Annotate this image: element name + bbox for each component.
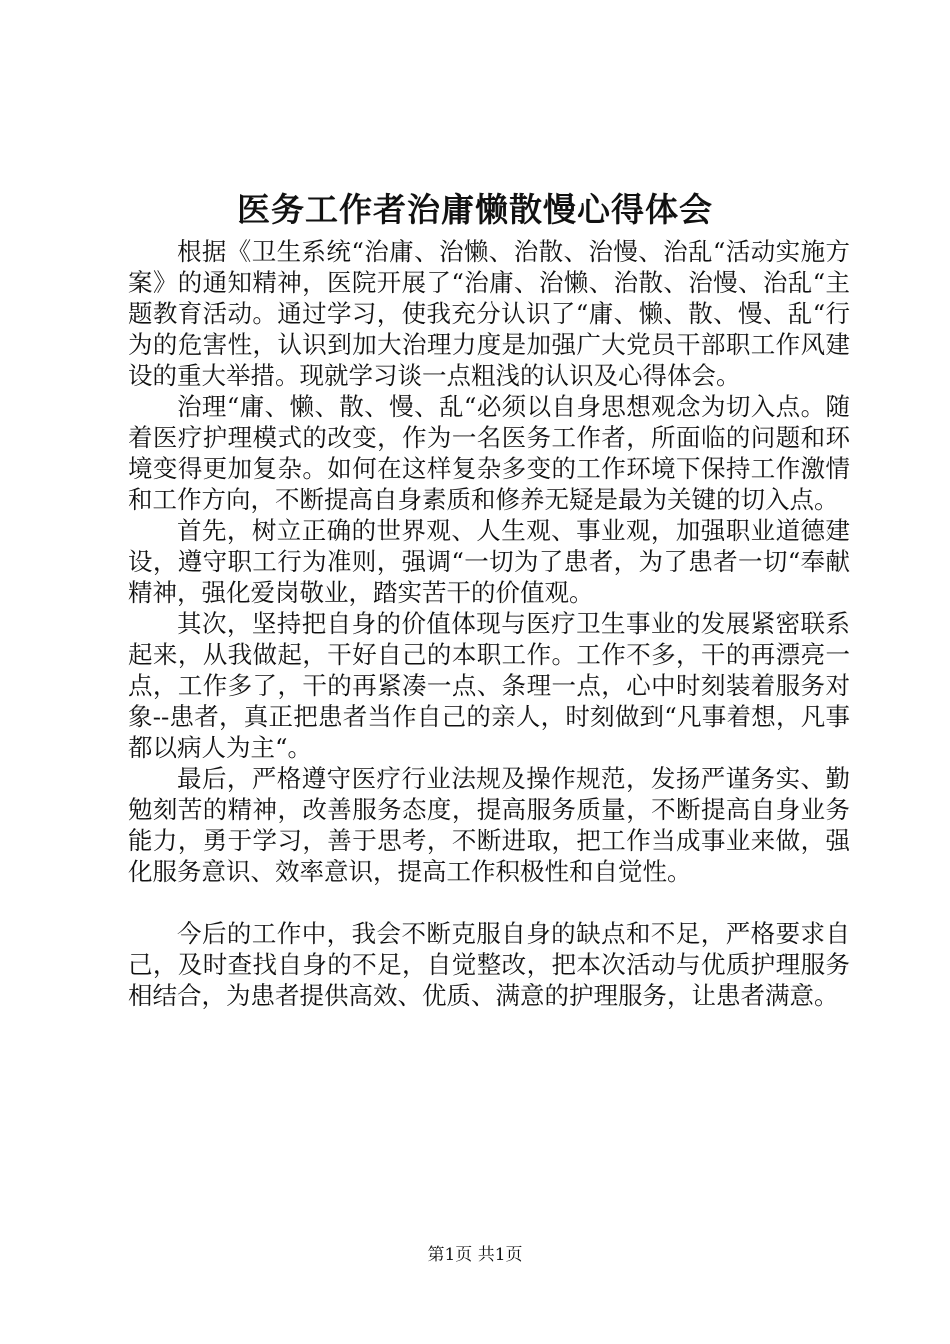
paragraph-entry-point: 治理“庸、懒、散、慢、乱“必须以自身思想观念为切入点。随着医疗护理模式的改变，作为一名医务工作者，所面临的问题和环境变得更加复杂。如何在这样复杂多变的工作环境下保持工作激情和工作方向，不断提高自身素质和修养无疑是最为关键的切入点。	[128, 392, 850, 514]
paragraph-intro: 根据《卫生系统“治庸、治懒、治散、治慢、治乱“活动实施方案》的通知精神，医院开展了“治庸、治懒、治散、治慢、治乱“主题教育活动。通过学习，使我充分认识了“庸、懒、散、慢、乱“行为的危害性，认识到加大治理力度是加强广大党员干部职工作风建设的重大举措。现就学习谈一点粗浅的认识及心得体会。	[128, 237, 850, 390]
paragraph-conclusion: 今后的工作中，我会不断克服自身的缺点和不足，严格要求自己，及时查找自身的不足，自觉整改，把本次活动与优质护理服务相结合，为患者提供高效、优质、满意的护理服务，让患者满意。	[128, 919, 850, 1010]
paragraph-first: 首先，树立正确的世界观、人生观、事业观，加强职业道德建设，遵守职工行为准则，强调“一切为了患者，为了患者一切“奉献精神，强化爱岗敬业，踏实苦干的价值观。	[128, 516, 850, 607]
document-title: 医务工作者治庸懒散慢心得体会	[237, 190, 713, 229]
page-number-footer: 第1页 共1页	[427, 1245, 523, 1265]
document-body	[128, 236, 850, 1011]
paragraph-spacer	[128, 887, 850, 918]
paragraph-last: 最后，严格遵守医疗行业法规及操作规范，发扬严谨务实、勤勉刻苦的精神，改善服务态度，提高服务质量，不断提高自身业务能力，勇于学习，善于思考，不断进取，把工作当成事业来做，强化服务意识、效率意识，提高工作积极性和自觉性。	[128, 764, 850, 886]
paragraph-second: 其次，坚持把自身的价值体现与医疗卫生事业的发展紧密联系起来，从我做起，干好自己的本职工作。工作不多，干的再漂亮一点，工作多了，干的再紧凑一点、条理一点，心中时刻装着服务对象--患者，真正把患者当作自己的亲人，时刻做到“凡事着想，凡事都以病人为主“。	[128, 609, 850, 762]
